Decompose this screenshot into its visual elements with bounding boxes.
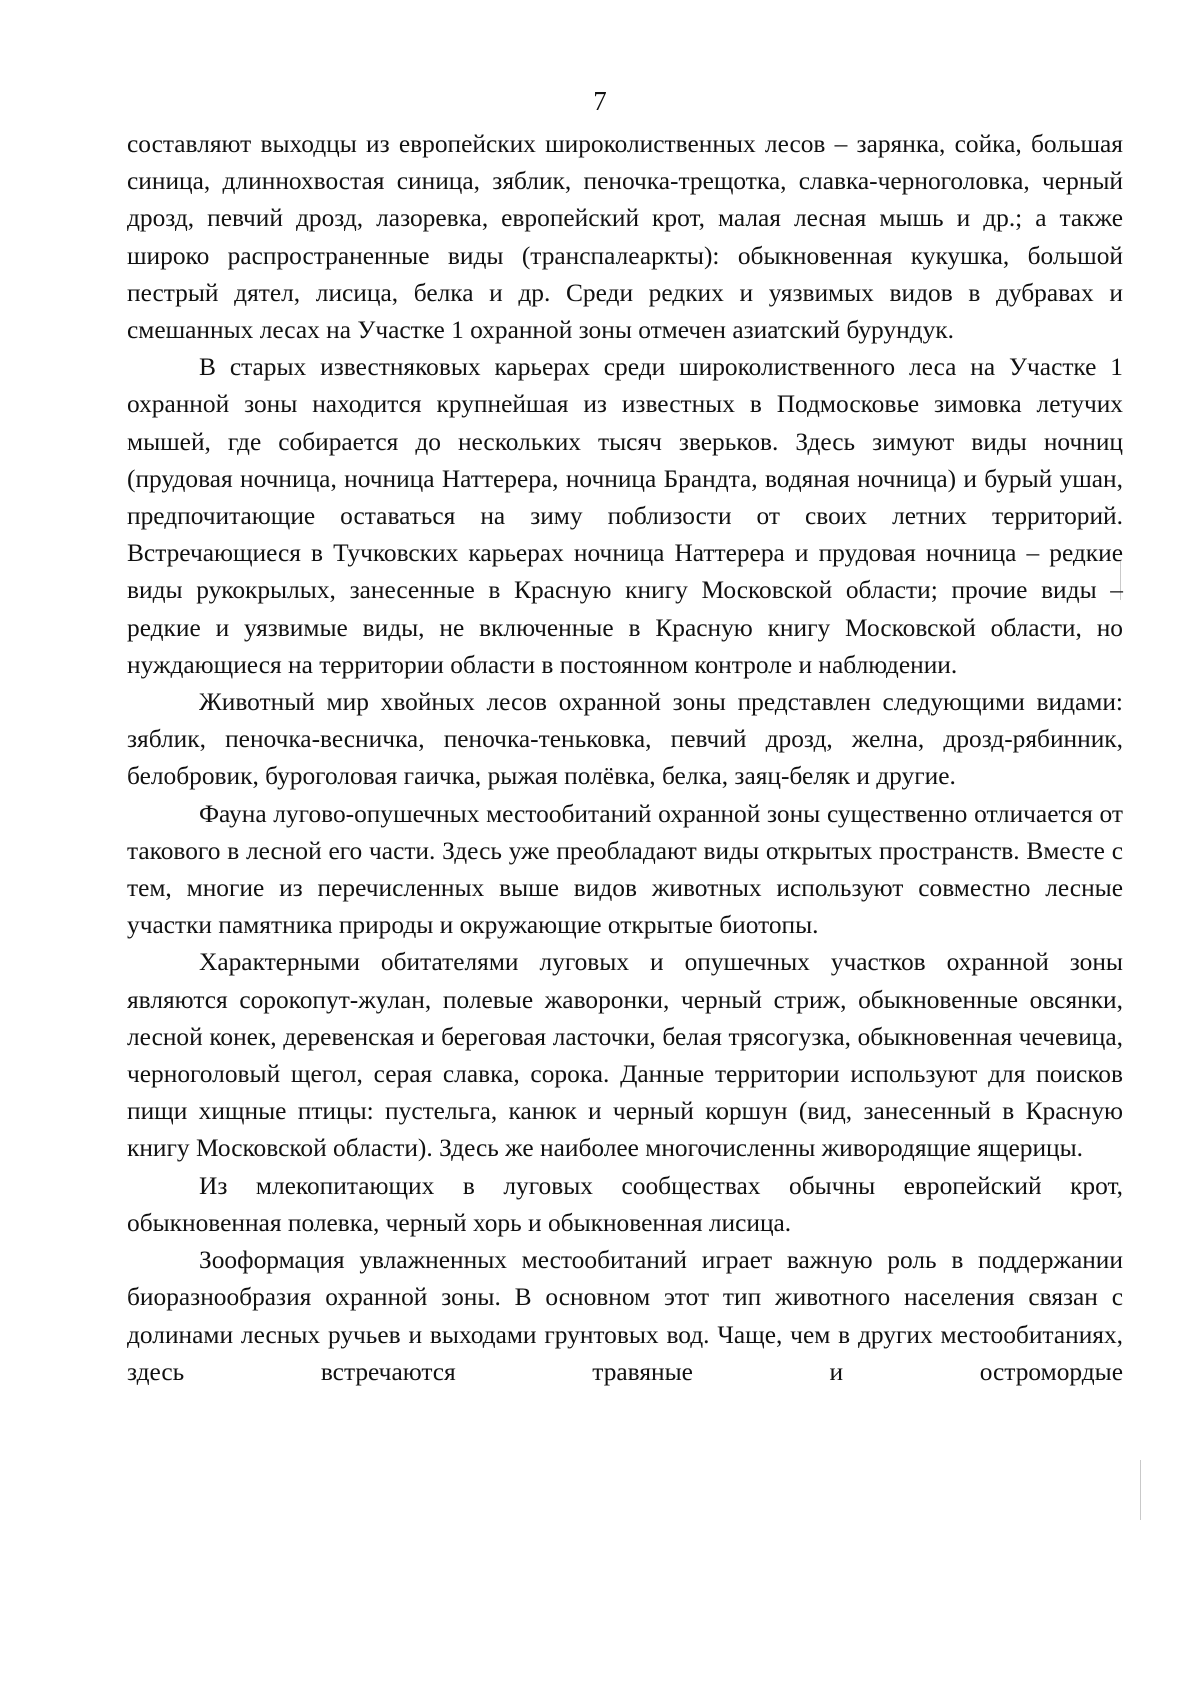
- paragraph: составляют выходцы из европейских широколиственных лесов – зарянка, сойка, большая синица, длиннохвостая синица, зяблик, пеночка-трещотка, славка-черноголовка, черный дрозд, певчий дрозд, лазоревка, европейский крот, малая лесная мышь и др.; а также широко распространенные виды (транспалеаркты): обыкновенная кукушка, большой пестрый дятел, лисица, белка и др. Среди редких и уязвимых видов в дубравах и смешанных лесах на Участке 1 охранной зоны отмечен азиатский бурундук.: [127, 130, 1123, 345]
- paragraph: Фауна лугово-опушечных местообитаний охранной зоны существенно отличается от такового в лесной его части. Здесь уже преобладают виды открытых пространств. Вместе с тем, многие из перечисленных выше видов животных используют совместно лесные участки памятника природы и окружающие открытые биотопы.: [127, 799, 1123, 940]
- scan-artifact-mark: [1140, 1460, 1141, 1520]
- paragraph: Животный мир хвойных лесов охранной зоны представлен следующими видами: зяблик, пеночка-весничка, пеночка-теньковка, певчий дрозд, желна, дрозд-рябинник, белобровик, буроголовая гаичка, рыжая полёвка, белка, заяц-беляк и другие.: [127, 688, 1123, 791]
- paragraph: Из млекопитающих в луговых сообществах обычны европейский крот, обыкновенная полевка, черный хорь и обыкновенная лисица.: [127, 1171, 1123, 1237]
- paragraph: Характерными обитателями луговых и опушечных участков охранной зоны являются сорокопут-жулан, полевые жаворонки, черный стриж, обыкновенные овсянки, лесной конек, деревенская и береговая ласточки, белая трясогузка, обыкновенная чечевица, черноголовый щегол, серая славка, сорока. Данные территории используют для поисков пищи хищные птицы: пустельга, канюк и черный коршун (вид, занесенный в Красную книгу Московской области). Здесь же наиболее многочисленны живородящие ящерицы.: [127, 948, 1123, 1163]
- document-body: [127, 126, 1123, 1391]
- paragraph: Зооформация увлажненных местообитаний играет важную роль в поддержании биоразнообразия охранной зоны. В основном этот тип животного населения связан с долинами лесных ручьев и выходами грунтовых вод. Чаще, чем в других местообитаниях, здесь встречаются травяные и остромордые: [127, 1246, 1123, 1386]
- paragraph: В старых известняковых карьерах среди широколиственного леса на Участке 1 охранной зоны находится крупнейшая из известных в Подмосковье зимовка летучих мышей, где собирается до нескольких тысяч зверьков. Здесь зимуют виды ночниц (прудовая ночница, ночница Наттерера, ночница Брандта, водяная ночница) и бурый ушан, предпочитающие оставаться на зиму поблизости от своих летних территорий. Встречающиеся в Тучковских карьерах ночница Наттерера и прудовая ночница – редкие виды рукокрылых, занесенные в Красную книгу Московской области; прочие виды – редкие и уязвимые виды, не включенные в Красную книгу Московской области, но нуждающиеся на территории области в постоянном контроле и наблюдении.: [127, 353, 1123, 679]
- page-number: 7: [593, 86, 607, 116]
